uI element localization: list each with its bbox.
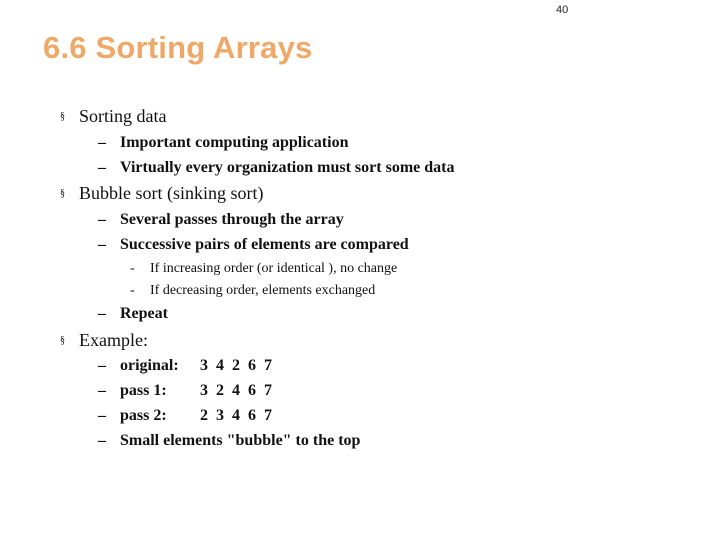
sub-item-text: Virtually every organization must sort some data	[120, 159, 455, 176]
example-row	[98, 357, 272, 375]
dash-icon: –	[98, 382, 106, 399]
bullet-icon: §	[60, 111, 65, 122]
sub-item-text: Small elements "bubble" to the top	[120, 432, 361, 449]
sub-item	[98, 305, 168, 323]
dash-icon: –	[98, 305, 106, 322]
sub-sub-item	[130, 283, 375, 299]
example-label: pass 2:	[120, 407, 167, 424]
dash-icon: –	[98, 134, 106, 151]
example-values: 3 4 2 6 7	[200, 357, 272, 374]
dash-icon: –	[98, 236, 106, 253]
dash-icon: –	[98, 407, 106, 424]
sub-item-text: Repeat	[120, 305, 168, 322]
sub-item	[98, 211, 344, 229]
bullet-text: Bubble sort (sinking sort)	[79, 183, 264, 203]
bullet-text: Example:	[79, 330, 148, 350]
bullet-icon: §	[60, 188, 65, 199]
small-dash-icon: -	[130, 283, 135, 298]
sub-item-text: Successive pairs of elements are compared	[120, 236, 409, 253]
dash-icon: –	[98, 159, 106, 176]
slide-title: 6.6 Sorting Arrays	[43, 30, 313, 65]
example-row	[98, 407, 272, 425]
bullet-icon: §	[60, 335, 65, 346]
sub-item-text: Several passes through the array	[120, 211, 344, 228]
page-number: 40	[556, 4, 569, 16]
example-label: original:	[120, 357, 179, 374]
dash-icon: –	[98, 357, 106, 374]
dash-icon: –	[98, 432, 106, 449]
sub-item	[98, 432, 360, 450]
sub-sub-item-text: If increasing order (or identical ), no change	[150, 261, 398, 276]
sub-item-text: Important computing application	[120, 134, 349, 151]
sub-item	[98, 159, 454, 177]
example-label: pass 1:	[120, 382, 167, 399]
sub-item	[98, 236, 409, 254]
sub-sub-item	[130, 261, 397, 277]
bullet-sorting-data	[60, 106, 167, 127]
sub-sub-item-text: If decreasing order, elements exchanged	[150, 283, 376, 298]
dash-icon: –	[98, 211, 106, 228]
example-values: 2 3 4 6 7	[200, 407, 272, 424]
sub-item	[98, 134, 348, 152]
example-row	[98, 382, 272, 400]
small-dash-icon: -	[130, 261, 135, 276]
bullet-bubble-sort	[60, 183, 264, 204]
example-values: 3 2 4 6 7	[200, 382, 272, 399]
bullet-example	[60, 330, 148, 351]
bullet-text: Sorting data	[79, 106, 167, 126]
